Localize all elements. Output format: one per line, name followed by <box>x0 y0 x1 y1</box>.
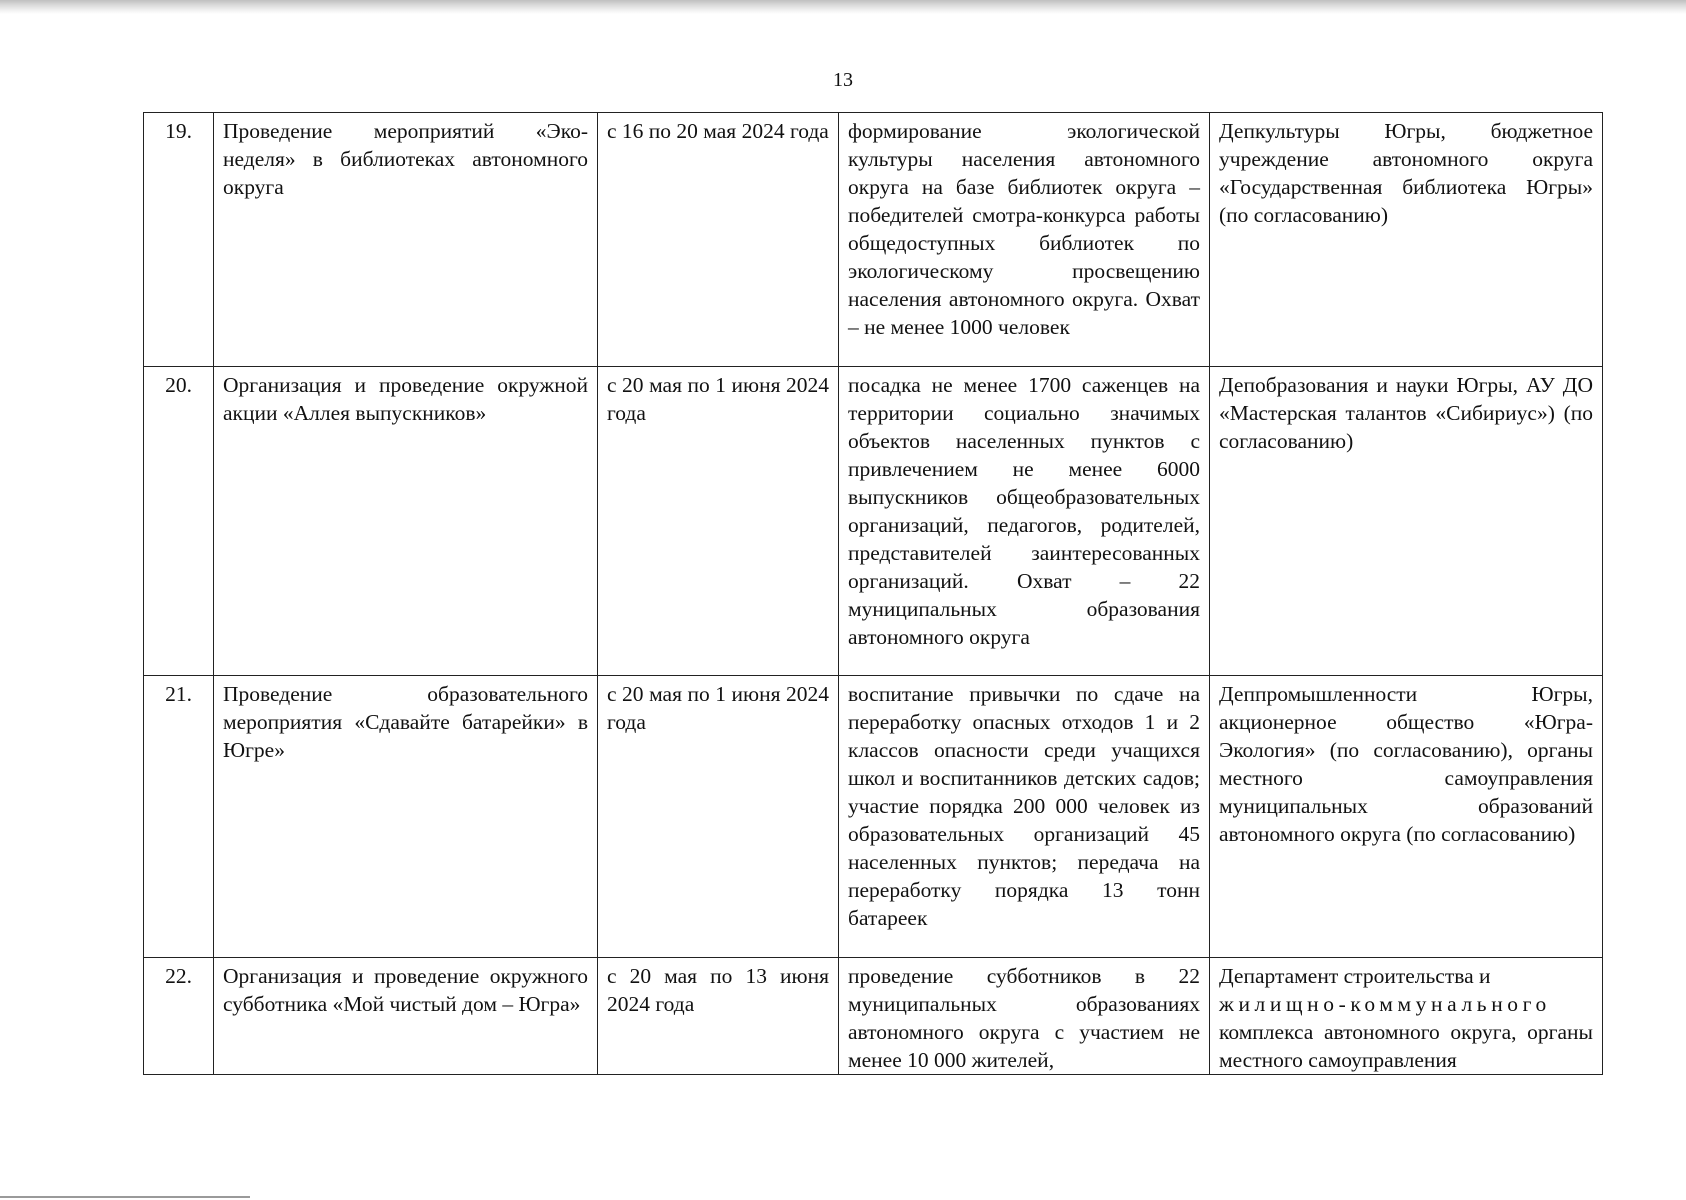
row-number: 21. <box>144 676 214 958</box>
event-result: формирование экологической культуры населения автономного округа на базе библиотек округа – победителей смотра-конкурса работы общедоступных библиотек по экологическому просвещению населения автономного округа. Охват – не менее 1000 человек <box>839 113 1210 367</box>
event-result: воспитание привычки по сдаче на переработку опасных отходов 1 и 2 классов опасности среди учащихся школ и воспитанников детских садов; участие порядка 200 000 человек из образовательных организаций 45 населенных пунктов; передача на переработку порядка 13 тонн батареек <box>839 676 1210 958</box>
event-dates: с 16 по 20 мая 2024 года <box>598 113 839 367</box>
event-responsible <box>1210 958 1603 1075</box>
event-dates: с 20 мая по 1 июня 2024 года <box>598 367 839 676</box>
row-number: 20. <box>144 367 214 676</box>
event-dates: с 20 мая по 1 июня 2024 года <box>598 676 839 958</box>
event-name: Проведение мероприятий «Эко-неделя» в библиотеках автономного округа <box>214 113 598 367</box>
event-responsible: Депкультуры Югры, бюджетное учреждение автономного округа «Государственная библиотека Югры» (по согласованию) <box>1210 113 1603 367</box>
responsible-line: жилищно-коммунального <box>1219 992 1551 1016</box>
event-responsible: Деппромышленности Югры, акционерное общество «Югра-Экология» (по согласованию), органы местного самоуправления муниципальных образований автономного округа (по согласованию) <box>1210 676 1603 958</box>
responsible-line: комплекса автономного округа, органы местного самоуправления <box>1219 1020 1593 1072</box>
responsible-line: Департамент строительства и <box>1219 964 1491 988</box>
event-result: посадка не менее 1700 саженцев на территории социально значимых объектов населенных пунктов с привлечением не менее 6000 выпускников общеобразовательных организаций, педагогов, родителей, представителей заинтересованных организаций. Охват – 22 муниципальных образования автономного округа <box>839 367 1210 676</box>
table-row <box>144 367 1603 676</box>
page-number: 13 <box>833 69 853 91</box>
event-result: проведение субботников в 22 муниципальных образованиях автономного округа с участием не менее 10 000 жителей, <box>839 958 1210 1075</box>
row-number: 22. <box>144 958 214 1075</box>
events-table <box>143 112 1603 1075</box>
event-name: Организация и проведение окружного субботника «Мой чистый дом – Югра» <box>214 958 598 1075</box>
table-row <box>144 113 1603 367</box>
event-responsible: Депобразования и науки Югры, АУ ДО «Мастерская талантов «Сибириус») (по согласованию) <box>1210 367 1603 676</box>
scan-edge-top <box>0 0 1686 14</box>
scan-edge-bottom <box>0 1196 250 1198</box>
event-name: Организация и проведение окружной акции «Аллея выпускников» <box>214 367 598 676</box>
row-number: 19. <box>144 113 214 367</box>
event-dates: с 20 мая по 13 июня 2024 года <box>598 958 839 1075</box>
table-row <box>144 958 1603 1075</box>
event-name: Проведение образовательного мероприятия «Сдавайте батарейки» в Югре» <box>214 676 598 958</box>
table-row <box>144 676 1603 958</box>
